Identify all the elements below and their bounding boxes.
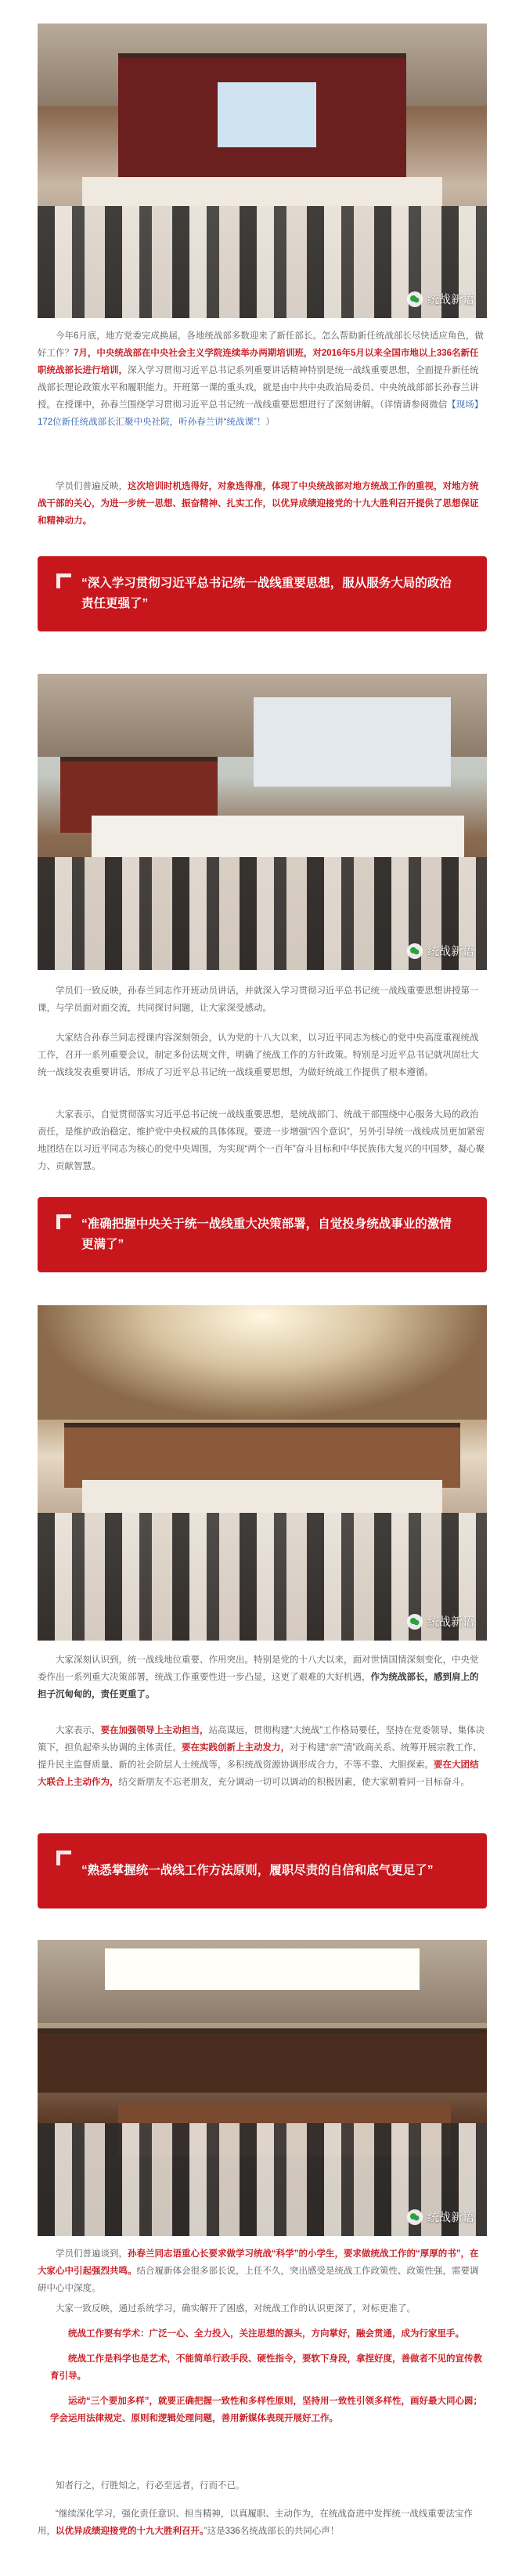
quote-banner-2: “准确把握中央关于统一战线重大决策部署，自觉投身统战事业的激情更满了” <box>38 1197 487 1272</box>
paragraph-intro: 今年6月底，地方党委完成换届，各地统战部多数迎来了新任部长。怎么帮助新任统战部长尽快适应角色，做好工作？7月，中央统战部在中央社会主义学院连续举办两期培训班，对2016年5月以来全国市地以上336名新任职统战部长进行培训，深入学习贯彻习近平总书记系列重要讲话精神特别是统一战线重要思想，全面提升新任统战部长理论政策水平和履职能力。开班第一课的重头戏，就是由中共中央政治局委员、中央统战部部长孙春兰讲授。在授课中，孙春兰围绕学习贯彻习近平总书记统一战线重要思想进行了深刻讲解。（详情请参阅微信【现场】172位新任统战部长汇聚中央社院，听孙春兰讲“统战课”！） <box>38 331 484 427</box>
wechat-icon <box>407 2209 423 2225</box>
paragraph-7: 大家表示，要在加强领导上主动担当，站高谋远，贯彻构建“大统战”工作格局要任，坚持在党委领导、集体决策下，担负起牵头协调的主体责任。要在实践创新上主动发力，对于构建“亲”“清”政商关系、统筹开展宗教工作、提升民主监督质量、新的社会阶层人士统战等，多积统战资源协调形成合力，不等不靠、大胆探索。要在大团结大联合上主动作为，结交新朋友不忘老朋友，充分调动一切可以调动的积极因素，使大家朝着同一目标奋斗。 <box>38 1726 485 1787</box>
highlight-list <box>50 2325 487 2435</box>
meeting-photo-4 <box>38 1940 487 2236</box>
watermark <box>407 1613 474 1630</box>
watermark <box>407 291 474 307</box>
paragraph-3: 学员们一致反映，孙春兰同志作开班动员讲话，并就深入学习贯彻习近平总书记统一战线重要思想讲授第一课，与学员面对面交流，共同探讨问题，让大家深受感动。 <box>38 986 479 1013</box>
watermark-text: 统战新语 <box>427 2211 474 2224</box>
quote-banner-3: “熟悉掌握统一战线工作方法原则，履职尽责的自信和底气更足了” <box>38 1833 487 1908</box>
paragraph-closing: “继续深化学习，强化责任意识、担当精神，以真履职、主动作为，在统战奋进中发挥统一战线重要法宝作用，以优异成绩迎接党的十九大胜利召开。”这是336名统战部长的共同心声！ <box>38 2509 473 2536</box>
meeting-photo-2 <box>38 674 487 970</box>
paragraph-8: 学员们普遍谈到，孙春兰同志语重心长要求做学习统战“科学”的小学生，要求做统战工作的“厚厚的书”，在大家心中引起强烈共鸣。结合履新体会很多部长说，上任不久，突出感受是统战工作政策性、政策性强，需要调研中心中深度。 <box>38 2249 479 2293</box>
paragraph-10: 知者行之，行胜知之，行必至远者，行而不已。 <box>56 2481 245 2491</box>
watermark <box>407 942 474 959</box>
quote-banner-1: “深入学习贯彻习近平总书记统一战线重要思想，服从服务大局的政治责任更强了” <box>38 556 487 631</box>
watermark-text: 统战新语 <box>427 945 474 958</box>
watermark-text: 统战新语 <box>427 1615 474 1629</box>
meeting-photo-1 <box>38 24 487 318</box>
highlight-item: 统战工作要有学术：广泛一心、全力投入，关注思想的源头，方向掌好，融会贯通，成为行家里手。 <box>68 2329 464 2339</box>
paragraph-5: 大家表示，自觉贯彻落实习近平总书记统一战线重要思想，是统战部门、统战干部围绕中心服务大局的政治责任，是维护政治稳定、维护党中央权威的具体体现。要进一步增强“四个意识”，另外引导统一战线成员更加紧密地团结在以习近平同志为核心的党中央周围，为实现“两个一百年”奋斗目标和中华民族伟大复兴的中国梦，凝心聚力、贡献智慧。 <box>38 1110 485 1171</box>
highlight-item: 运动“三个要加多样”，就要正确把握一致性和多样性原则，坚持用一致性引领多样性，画好最大同心圆；学会运用法律规定、原则和逻辑处理问题，善用新媒体表现开展好工作。 <box>50 2397 482 2423</box>
paragraph-9: 大家一致反映，通过系统学习，确实解开了困惑，对统战工作的认识更深了，对标更准了。 <box>56 2304 416 2314</box>
quote-icon <box>56 573 71 588</box>
paragraph-6: 大家深刻认识到，统一战线地位重要、作用突出。特别是党的十八大以来，面对世情国情深刻变化，中央党委作出一系列重大决策部署，统战工作重要性进一步凸显，这更了艰难的大好机遇，作为统战部长，感到肩上的担子沉甸甸的，责任更重了。 <box>38 1655 479 1699</box>
wechat-icon <box>407 943 423 959</box>
paragraph-4: 大家结合孙春兰同志授课内容深刻领会，认为党的十八大以来，以习近平同志为核心的党中央高度重视统战工作，召开一系列重要会议，制定多份法规文件，明确了统战工作的方针政策。特别是习近平总书记就巩固壮大统一战线发表重要讲话，形成了习近平总书记统一战线重要思想，为做好统战工作提供了根本遵循。 <box>38 1033 479 1077</box>
meeting-photo-3 <box>38 1305 487 1641</box>
wechat-icon <box>407 291 423 307</box>
article-link[interactable]: 【现场】172位新任统战部长汇聚中央社院，听孙春兰讲“统战课”！ <box>38 400 484 427</box>
highlight-item: 统战工作是科学也是艺术，不能简单行政手段、硬性指令，要软下身段，拿捏好度，善做者不见的宣传教育引导。 <box>50 2354 482 2381</box>
watermark <box>407 2209 474 2225</box>
paragraph-feedback: 学员们普遍反映，这次培训时机选得好，对象选得准，体现了中央统战部对地方统战工作的重视，对地方统战干部的关心，为进一步统一思想、振奋精神、扎实工作，以优异成绩迎接党的十九大胜利召开提供了思想保证和精神动力。 <box>38 482 479 526</box>
quote-icon <box>56 1214 71 1229</box>
wechat-icon <box>407 1614 423 1630</box>
watermark-text: 统战新语 <box>427 293 474 306</box>
quote-icon <box>56 1851 71 1865</box>
